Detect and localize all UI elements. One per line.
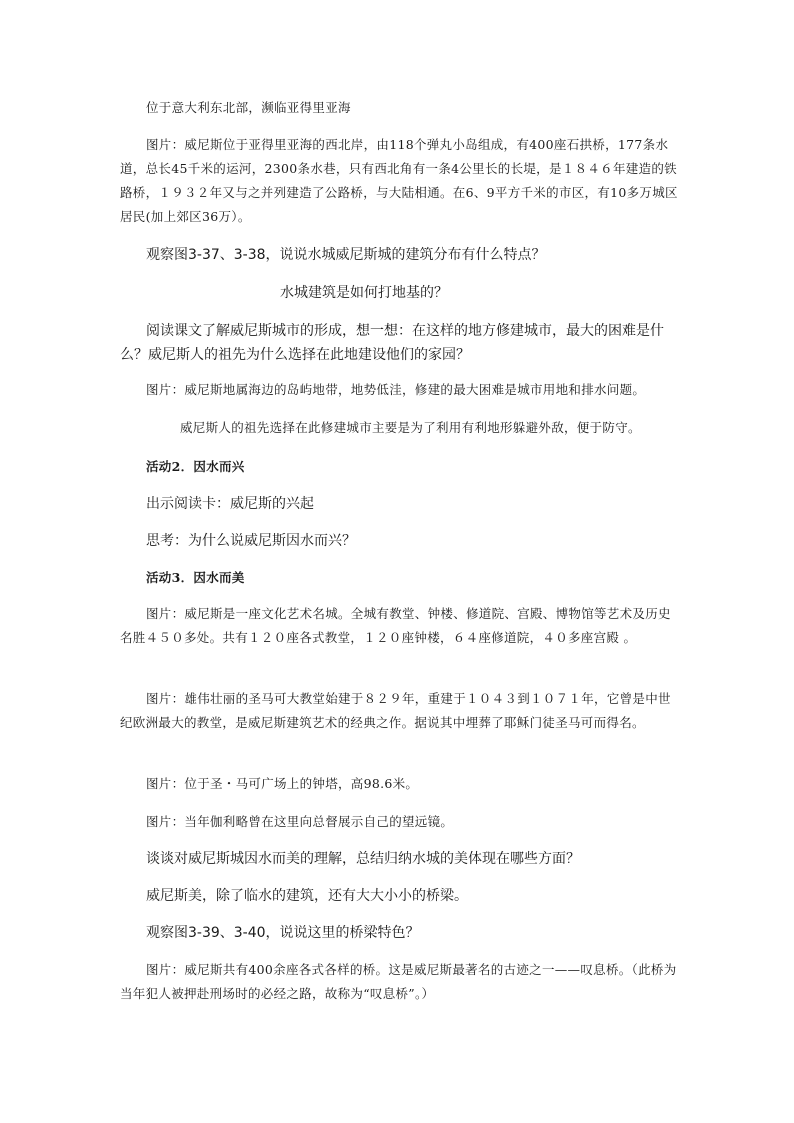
think-question: 思考：为什么说威尼斯因水而兴？ bbox=[146, 533, 356, 549]
ancestors-answer: 威尼斯人的祖先选择在此修建城市主要是为了利用有利地形躲避外敌，便于防守。 bbox=[180, 420, 641, 435]
st-mark-basilica-paragraph: 图片：雄伟壮丽的圣马可大教堂始建于８２９年，重建于１０４３到１０７１年，它曾是中世纪欧洲最大的教堂，是威尼斯建筑艺术的经典之作。据说其中埋葬了耶稣门徒圣马可而得名。 bbox=[120, 691, 671, 730]
activity-2-heading: 活动2．因水而兴 bbox=[146, 459, 245, 474]
observe-figure-question: 观察图3-37、3-38，说说水城威尼斯城的建筑分布有什么特点？ bbox=[146, 247, 546, 263]
observe-bridges-question: 观察图3-39、3-40，说说这里的桥梁特色？ bbox=[146, 925, 420, 941]
bridges-intro: 威尼斯美，除了临水的建筑，还有大大小小的桥梁。 bbox=[146, 888, 468, 904]
beauty-question: 谈谈对威尼斯城因水而美的理解，总结归纳水城的美体现在哪些方面？ bbox=[146, 851, 580, 867]
reading-question-paragraph: 阅读课文了解威尼斯城市的形成，想一想：在这样的地方修建城市，最大的困难是什么？威尼斯人的祖先为什么选择在此地建设他们的家园？ bbox=[120, 323, 664, 363]
reading-card-text: 出示阅读卡：威尼斯的兴起 bbox=[146, 496, 314, 512]
bell-tower-text: 图片：位于圣・马可广场上的钟塔，高98.6米。 bbox=[146, 776, 419, 791]
foundation-question: 水城建筑是如何打地基的？ bbox=[280, 285, 448, 301]
activity-3-heading: 活动3．因水而美 bbox=[146, 570, 245, 585]
bridge-of-sighs-paragraph: 图片：威尼斯共有400余座各式各样的桥。这是威尼斯最著名的古迹之一——叹息桥。（此桥为当年犯人被押赴刑场时的必经之路，故称为“叹息桥”。） bbox=[120, 962, 677, 1001]
difficulty-answer: 图片：威尼斯地属海边的岛屿地带，地势低洼，修建的最大困难是城市用地和排水问题。 bbox=[146, 382, 646, 397]
location-text: 位于意大利东北部，濒临亚得里亚海 bbox=[146, 100, 351, 115]
culture-paragraph: 图片：威尼斯是一座文化艺术名城。全城有教堂、钟楼、修道院、宫殿、博物馆等艺术及历史名胜４５０多处。共有１２０座各式教堂，１２０座钟楼，６４座修道院，４０多座宫殿 。 bbox=[120, 606, 671, 645]
venice-geography-paragraph: 图片：威尼斯位于亚得里亚海的西北岸，由118个弹丸小岛组成，有400座石拱桥，177条水道，总长45千米的运河，2300条水巷，只有西北角有一条4公里长的长堤，是１８４６年建造的铁路桥，１９３２年又与之并列建造了公路桥，与大陆相通。在6、9平方千米的市区，有10多万城区居民(加上郊区36万）。 bbox=[120, 137, 678, 224]
galileo-text: 图片：当年伽利略曾在这里向总督展示自己的望远镜。 bbox=[146, 814, 454, 829]
